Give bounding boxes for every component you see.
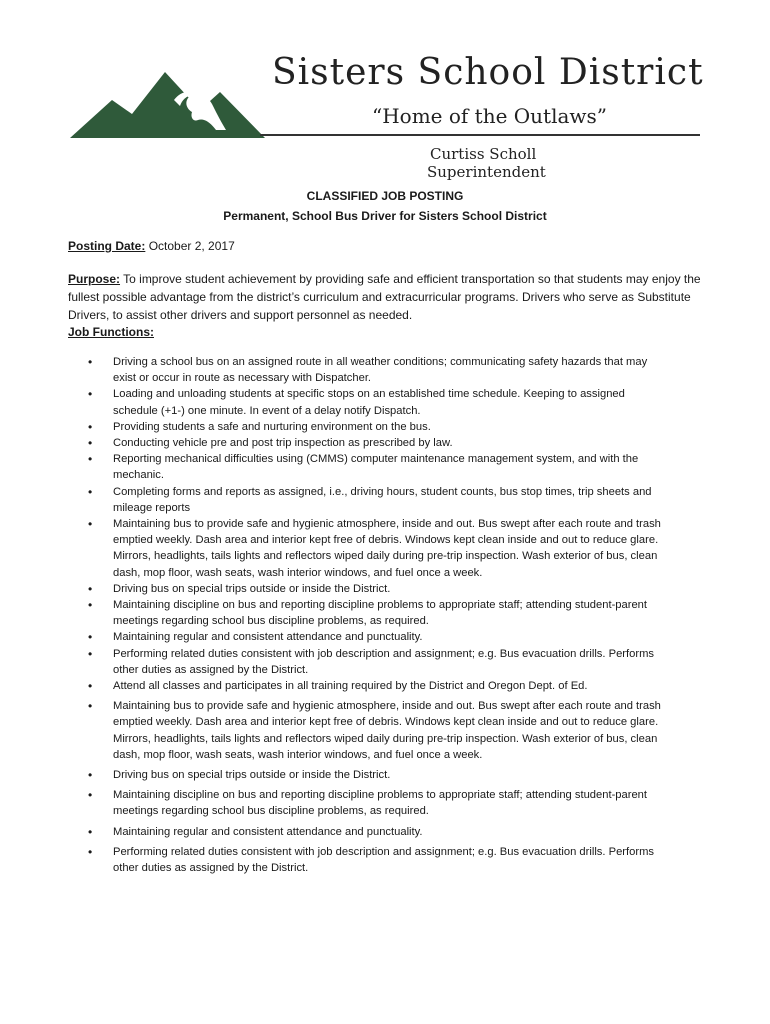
list-item: • Driving a school bus on an assigned route in all weather conditions; communicating safety hazards that may exist or occur in route as necessary with Dispatcher. [68,354,668,386]
job-functions-list [68,354,668,876]
list-item: • Maintaining bus to provide safe and hygienic atmosphere, inside and out. Bus swept after each route and trash emptied weekly. Dash area and interior kept free of debris. Windows kept clean inside and out to reduce glare. Mirrors, headlights, tails lights and reflectors wiped daily during pre-trip inspection. Wash exterior of bus, clean dash, mop floor, wash seats, wash interior windows, and fuel once a week. [68,698,668,763]
list-item: • Performing related duties consistent with job description and assignment; e.g. Bus evacuation drills. Performs other duties as assigned by the District. [68,646,668,678]
purpose-paragraph [68,270,708,324]
document-title: CLASSIFIED JOB POSTING [306,189,464,203]
district-tagline: “Home of the Outlaws” [372,104,608,128]
document-subtitle: Permanent, School Bus Driver for Sisters School District [223,209,547,223]
mountain-horse-logo [70,70,265,140]
posting-date [68,239,235,253]
job-functions-heading: Job Functions: [68,325,154,339]
list-item: • Providing students a safe and nurturing environment on the bus. [68,419,668,435]
list-item: • Maintaining bus to provide safe and hygienic atmosphere, inside and out. Bus swept after each route and trash emptied weekly. Dash area and interior kept free of debris. Windows kept clean inside and out to reduce glare. Mirrors, headlights, tails lights and reflectors wiped daily during pre-trip inspection. Wash exterior of bus, clean dash, mop floor, wash seats, wash interior windows, and fuel once a week. [68,516,668,581]
letterhead [0,0,770,190]
list-item: • Maintaining regular and consistent attendance and punctuality. [68,629,668,645]
list-item: • Attend all classes and participates in all training required by the District and Oregon Dept. of Ed. [68,678,668,694]
list-item: • Loading and unloading students at specific stops on an established time schedule. Keeping to assigned schedule (+1-) one minute. In event of a delay notify Dispatch. [68,386,668,418]
letterhead-divider [260,134,700,136]
posting-date-value: October 2, 2017 [148,239,235,253]
list-item: • Maintaining discipline on bus and reporting discipline problems to appropriate staff; attending student-parent meetings regarding school bus discipline problems, as required. [68,597,668,629]
purpose-text: To improve student achievement by providing safe and efficient transportation so that students may enjoy the fullest possible advantage from the district’s curriculum and extracurricular programs. Drivers who serve as Substitute Drivers, to assist other drivers and support personnel as needed. [68,272,701,322]
superintendent-title: Superintendent [427,163,546,181]
list-item: • Performing related duties consistent with job description and assignment; e.g. Bus evacuation drills. Performs other duties as assigned by the District. [68,844,668,876]
list-item: • Maintaining discipline on bus and reporting discipline problems to appropriate staff; attending student-parent meetings regarding school bus discipline problems, as required. [68,787,668,819]
district-name: Sisters School District [272,52,704,93]
list-item: • Completing forms and reports as assigned, i.e., driving hours, student counts, bus stop times, trip sheets and mileage reports [68,484,668,516]
list-item: • Conducting vehicle pre and post trip inspection as prescribed by law. [68,435,668,451]
mountain-shape [70,72,265,138]
posting-date-label: Posting Date: [68,239,146,253]
superintendent-name: Curtiss Scholl [430,145,537,163]
purpose-label: Purpose: [68,272,121,286]
list-item: • Driving bus on special trips outside or inside the District. [68,767,668,783]
list-item: • Reporting mechanical difficulties using (CMMS) computer maintenance management system, and with the mechanic. [68,451,668,483]
list-item: • Driving bus on special trips outside or inside the District. [68,581,668,597]
list-item: • Maintaining regular and consistent attendance and punctuality. [68,824,668,840]
